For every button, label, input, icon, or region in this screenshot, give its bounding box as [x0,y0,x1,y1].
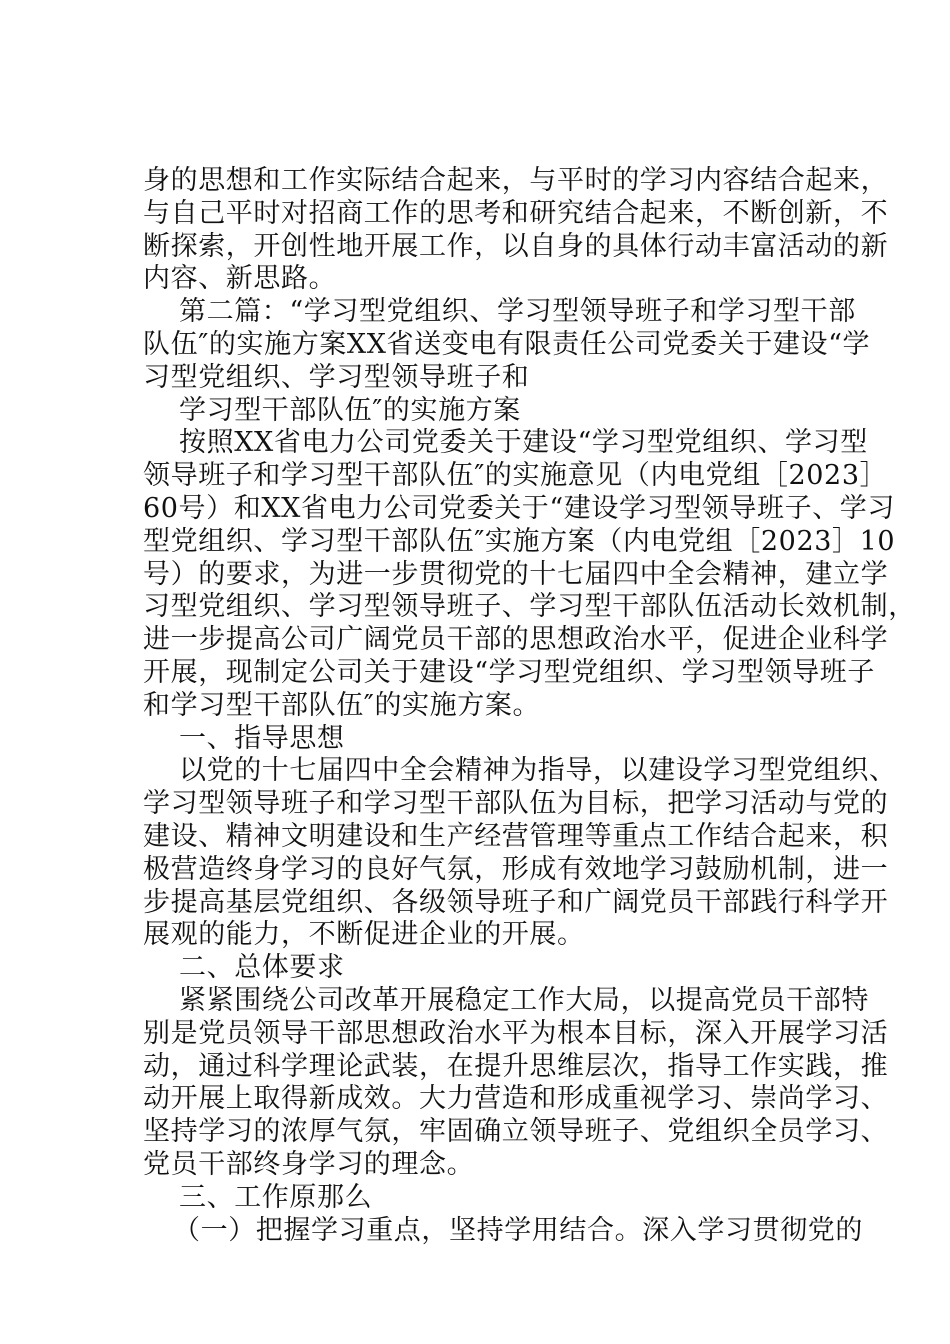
text-line: 步提高基层党组织、各级领导班子和广阔党员干部践行科学开 [143,886,889,918]
text-line: 型党组织、学习型干部队伍″实施方案（内电党组［2023］10 [143,525,896,557]
text-line: 坚持学习的浓厚气氛，牢固确立领导班子、党组织全员学习、 [143,1116,889,1148]
text-line: 号）的要求，为进一步贯彻党的十七届四中全会精神，建立学 [143,558,889,590]
text-line: 第二篇：“学习型党组织、学习型领导班子和学习型干部 [179,296,856,328]
text-line: 按照XX省电力公司党委关于建设“学习型党组织、学习型 [179,427,868,459]
text-line: 60号）和XX省电力公司党委关于“建设学习型领导班子、学习 [143,492,896,524]
text-line: 动，通过科学理论武装，在提升思维层次，指导工作实践，推 [143,1050,889,1082]
text-line: 极营造终身学习的良好气氛，形成有效地学习鼓励机制，进一 [143,853,889,885]
text-line: 开展，现制定公司关于建设“学习型党组织、学习型领导班子 [143,656,876,688]
text-line: 学习型干部队伍″的实施方案 [179,394,521,426]
document-body [143,165,916,1247]
text-line: 紧紧围绕公司改革开展稳定工作大局，以提高党员干部特 [179,984,869,1016]
section-heading: 二、总体要求 [179,952,345,984]
text-line: 内容、新思路。 [143,263,337,295]
text-line: 进一步提高公司广阔党员干部的思想政治水平，促进企业科学 [143,624,889,656]
text-line: 建设、精神文明建设和生产经营管理等重点工作结合起来，积 [143,820,889,852]
text-line: 展观的能力，不断促进企业的开展。 [143,919,585,951]
text-line: 与自己平时对招商工作的思考和研究结合起来，不断创新，不 [143,197,889,229]
text-line: （一）把握学习重点，坚持学用结合。深入学习贯彻党的 [173,1214,863,1246]
text-line: 以党的十七届四中全会精神为指导，以建设学习型党组织、 [179,755,897,787]
text-line: 习型党组织、学习型领导班子和 [143,361,530,393]
section-heading: 三、工作原那么 [179,1181,373,1213]
text-line: 别是党员领导干部思想政治水平为根本目标，深入开展学习活 [143,1017,889,1049]
text-line: 队伍″的实施方案XX省送变电有限责任公司党委关于建设“学 [143,328,871,360]
text-line: 和学习型干部队伍″的实施方案。 [143,689,541,721]
text-line: 断探索，开创性地开展工作，以自身的具体行动丰富活动的新 [143,230,889,262]
text-line: 动开展上取得新成效。大力营造和形成重视学习、崇尚学习、 [143,1083,889,1115]
text-line: 习型党组织、学习型领导班子、学习型干部队伍活动长效机制， [143,591,916,623]
text-line: 身的思想和工作实际结合起来，与平时的学习内容结合起来， [143,165,889,196]
section-heading: 一、指导思想 [179,722,345,754]
text-line: 领导班子和学习型干部队伍″的实施意见（内电党组［2023］ [143,460,888,492]
text-line: 党员干部终身学习的理念。 [143,1148,475,1180]
text-line: 学习型领导班子和学习型干部队伍为目标，把学习活动与党的 [143,788,889,820]
